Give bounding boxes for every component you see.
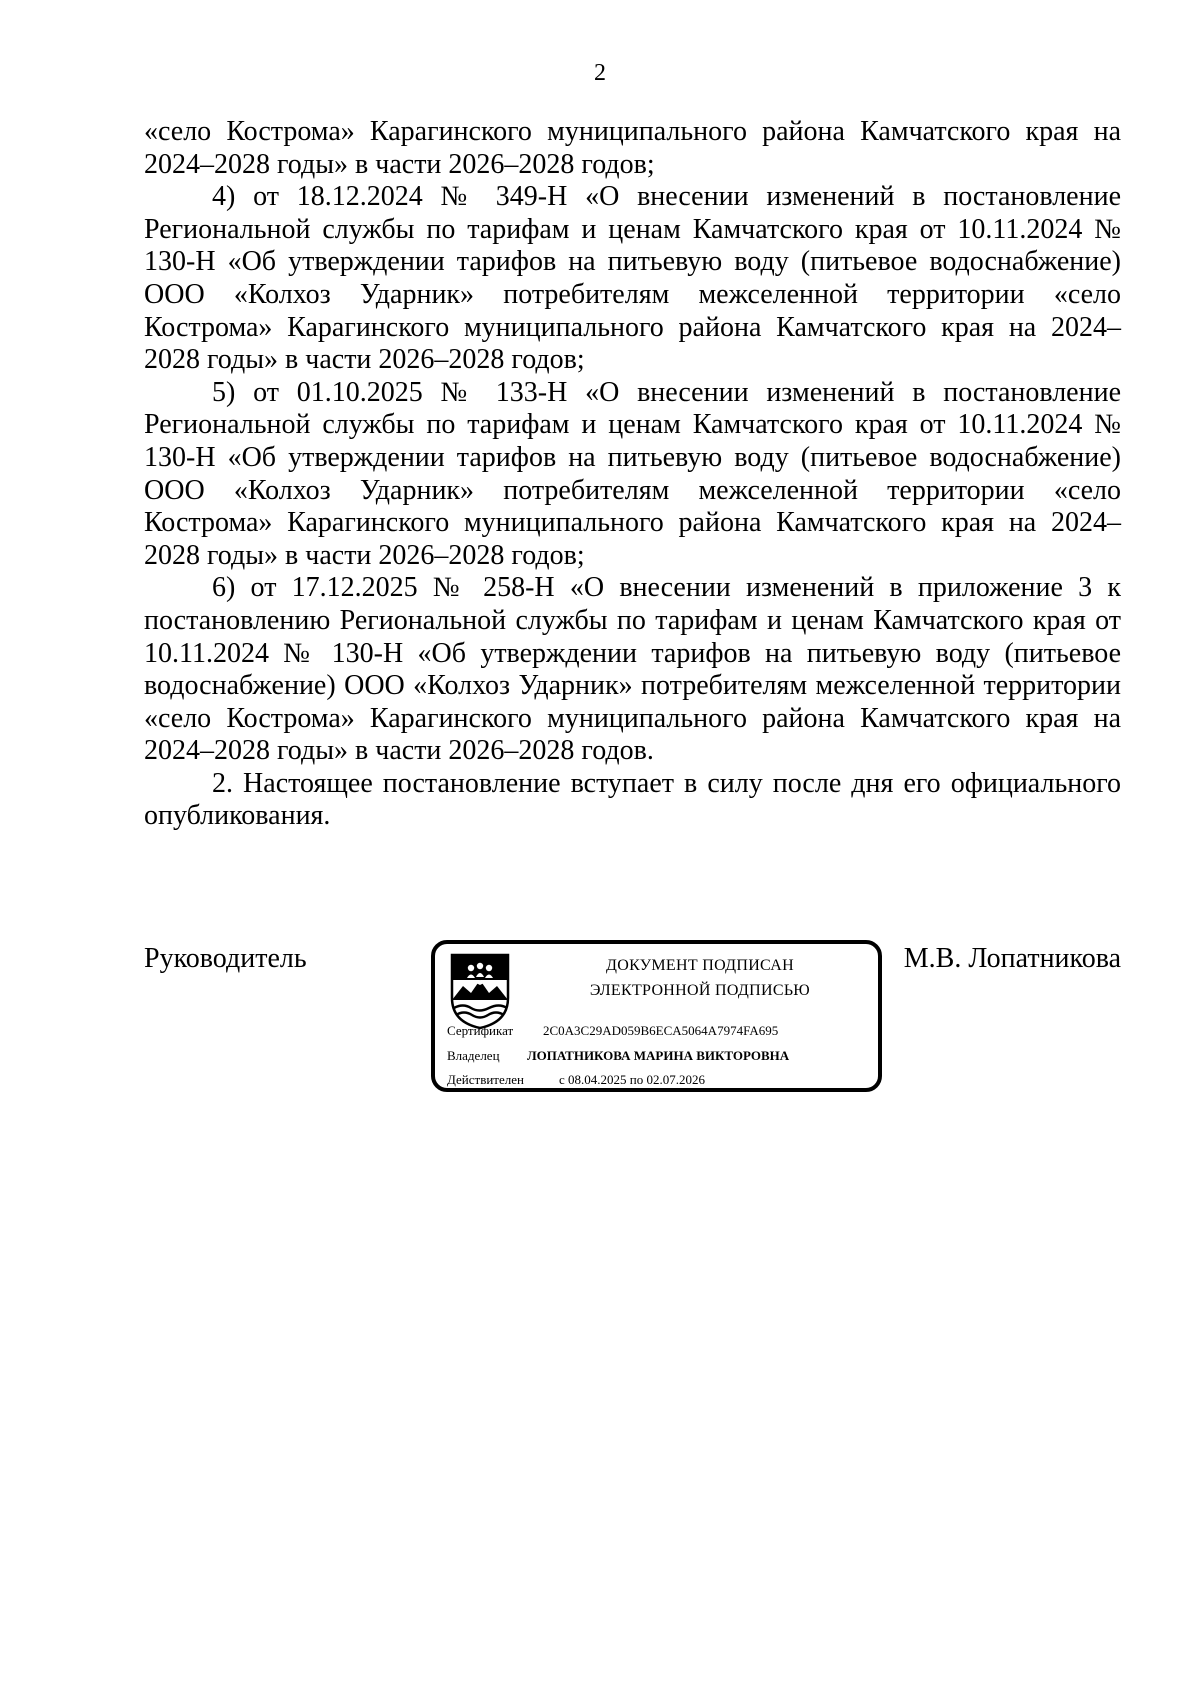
kamchatka-coat-of-arms-icon (449, 952, 511, 1030)
stamp-certificate-row (447, 1023, 778, 1039)
paragraph-clause-2: 2. Настоящее постановление вступает в силу после дня его официального опубликования. (144, 767, 1121, 832)
owner-label: Владелец (447, 1048, 500, 1063)
stamp-validity-row (447, 1072, 705, 1088)
certificate-value: 2C0A3C29AD059B6ECA5064A7974FA695 (543, 1023, 779, 1038)
stamp-owner-row (447, 1048, 789, 1064)
signer-position: Руководитель (144, 943, 307, 974)
paragraph-item-5: 5) от 01.10.2025 № 133-Н «О внесении изменений в постановление Региональной службы по тарифам и ценам Камчатского края от 10.11.2024 № 130-Н «Об утверждении тарифов на питьевую воду (питьевое водоснабжение) ООО «Колхоз Ударник» потребителям межселенной территории «село Кострома» Карагинского муниципального района Камчатского края на 2024–2028 годы» в части 2026–2028 годов; (144, 376, 1121, 571)
electronic-signature-stamp (431, 940, 882, 1092)
document-body (144, 116, 1121, 833)
paragraph-item-4: 4) от 18.12.2024 № 349-Н «О внесении изменений в постановление Региональной службы по тарифам и ценам Камчатского края от 10.11.2024 № 130-Н «Об утверждении тарифов на питьевую воду (питьевое водоснабжение) ООО «Колхоз Ударник» потребителям межселенной территории «село Кострома» Карагинского муниципального района Камчатского края на 2024–2028 годы» в части 2026–2028 годов; (144, 181, 1121, 376)
certificate-label: Сертификат (447, 1023, 514, 1038)
stamp-heading-line-1: ДОКУМЕНТ ПОДПИСАН (606, 957, 794, 974)
signer-name: М.В. Лопатникова (903, 943, 1121, 974)
valid-value: с 08.04.2025 по 02.07.2026 (559, 1072, 705, 1087)
paragraph-item-6: 6) от 17.12.2025 № 258-Н «О внесении изменений в приложение 3 к постановлению Региональной службы по тарифам и ценам Камчатского края от 10.11.2024 № 130-Н «Об утверждении тарифов на питьевую воду (питьевое водоснабжение) ООО «Колхоз Ударник» потребителям межселенной территории «село Кострома» Карагинского муниципального района Камчатского края на 2024–2028 годы» в части 2026–2028 годов. (144, 572, 1121, 767)
page-number: 2 (594, 60, 606, 86)
owner-value: ЛОПАТНИКОВА МАРИНА ВИКТОРОВНА (527, 1048, 790, 1063)
paragraph-continuation: «село Кострома» Карагинского муниципального района Камчатского края на 2024–2028 годы» в части 2026–2028 годов; (144, 116, 1121, 180)
stamp-heading-line-2: ЭЛЕКТРОННОЙ ПОДПИСЬЮ (589, 982, 811, 999)
signature-block (144, 940, 1121, 1100)
valid-label: Действителен (447, 1072, 524, 1087)
